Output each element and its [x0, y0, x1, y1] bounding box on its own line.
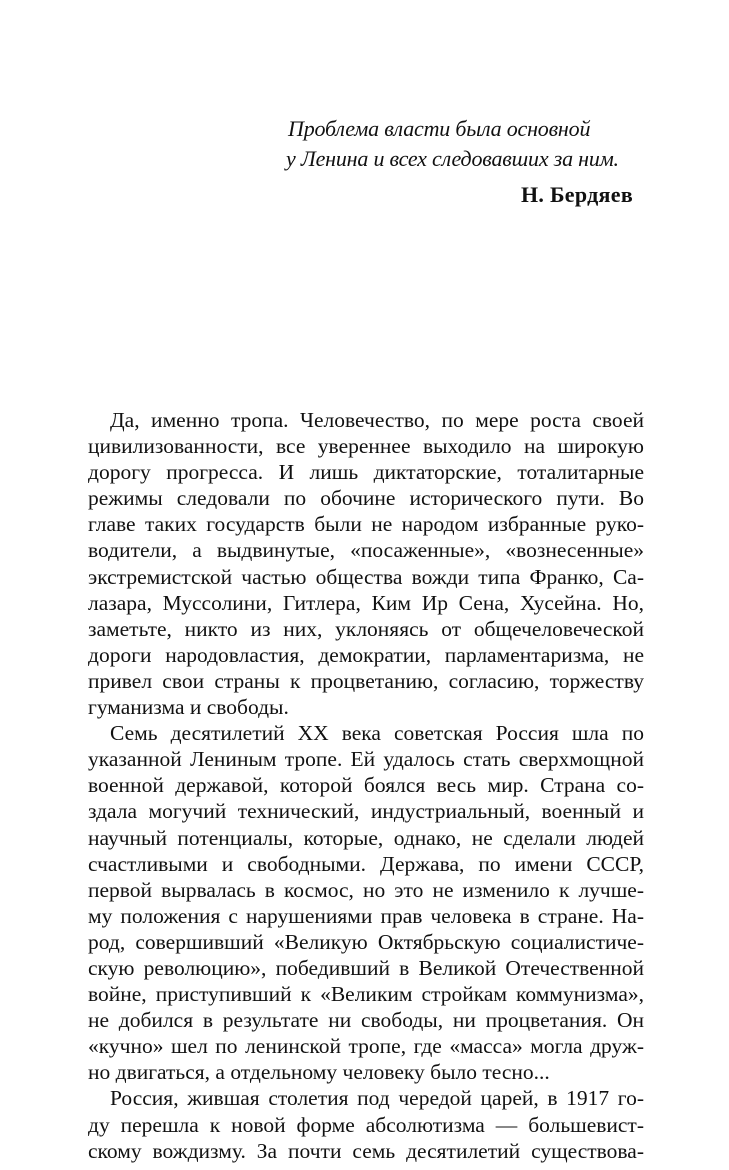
- text-line: дороги народовластия, демократии, парламентаризма, не: [88, 642, 644, 667]
- text-line: первой вырвалась в космос, но это не изменило к лучше-: [88, 877, 644, 902]
- text-line: военной державой, которой боялся весь мир. Страна со-: [88, 773, 644, 798]
- text-line: Семь десятилетий XX века советская Россия шла по: [110, 721, 644, 746]
- text-line: лазара, Муссолини, Гитлера, Ким Ир Сена, Хусейна. Но,: [88, 590, 644, 615]
- paragraph: [88, 407, 644, 720]
- text-line: ду перешла к новой форме абсолютизма — большевист-: [88, 1112, 644, 1137]
- paragraph: [88, 720, 644, 1085]
- text-line: привел свои страны к процветанию, согласию, торжеству: [88, 668, 644, 693]
- text-line: му положения с нарушениями прав человека в стране. На-: [88, 903, 644, 928]
- text-line: Да, именно тропа. Человечество, по мере роста своей: [110, 408, 644, 432]
- text-line: главе таких государств были не народом избранные руко-: [88, 512, 644, 537]
- epigraph: [287, 114, 667, 210]
- text-line: счастливыми и свободными. Держава, по имени СССР,: [88, 851, 644, 876]
- epigraph-author: Н. Бердяев: [520, 182, 633, 207]
- epigraph-line: Проблема власти была основной: [288, 116, 591, 141]
- text-line: род, совершивший «Великую Октябрьскую социалистиче-: [88, 929, 644, 954]
- text-line: войне, приступивший к «Великим стройкам коммунизма»,: [88, 982, 644, 1007]
- text-line: водители, а выдвинутые, «посаженные», «вознесенные»: [88, 538, 644, 563]
- text-line: скому вождизму. За почти семь десятилетий существова-: [88, 1138, 644, 1163]
- paragraph: [88, 1085, 644, 1163]
- text-line: здала могучий технический, индустриальный, военный и: [88, 799, 644, 824]
- text-line: но двигаться, а отдельному человеку было тесно...: [88, 1060, 550, 1085]
- text-line: не добился в результате ни свободы, ни процветания. Он: [88, 1008, 644, 1033]
- text-line: заметьте, никто из них, уклоняясь от общечеловеческой: [88, 616, 644, 641]
- text-line: «кучно» шел по ленинской тропе, где «масса» могла друж-: [88, 1034, 644, 1059]
- text-line: режимы следовали по обочине исторического пути. Во: [88, 486, 644, 511]
- epigraph-line: у Ленина и всех следовавших за ним.: [286, 146, 619, 171]
- text-line: указанной Лениным тропе. Ей удалось стать сверхмощной: [88, 747, 644, 772]
- text-line: Россия, жившая столетия под чередой царей, в 1917 го-: [110, 1086, 644, 1111]
- text-line: дорогу прогресса. И лишь диктаторские, тоталитарные: [88, 460, 644, 485]
- text-line: экстремистской частью общества вожди типа Франко, Са-: [88, 564, 644, 589]
- text-line: гуманизма и свободы.: [88, 695, 289, 720]
- body-text: [88, 407, 644, 1164]
- text-line: цивилизованности, все увереннее выходило на широкую: [88, 434, 644, 459]
- text-line: скую революцию», победивший в Великой Отечественной: [88, 955, 644, 980]
- text-line: научный потенциалы, которые, однако, не сделали людей: [88, 825, 644, 850]
